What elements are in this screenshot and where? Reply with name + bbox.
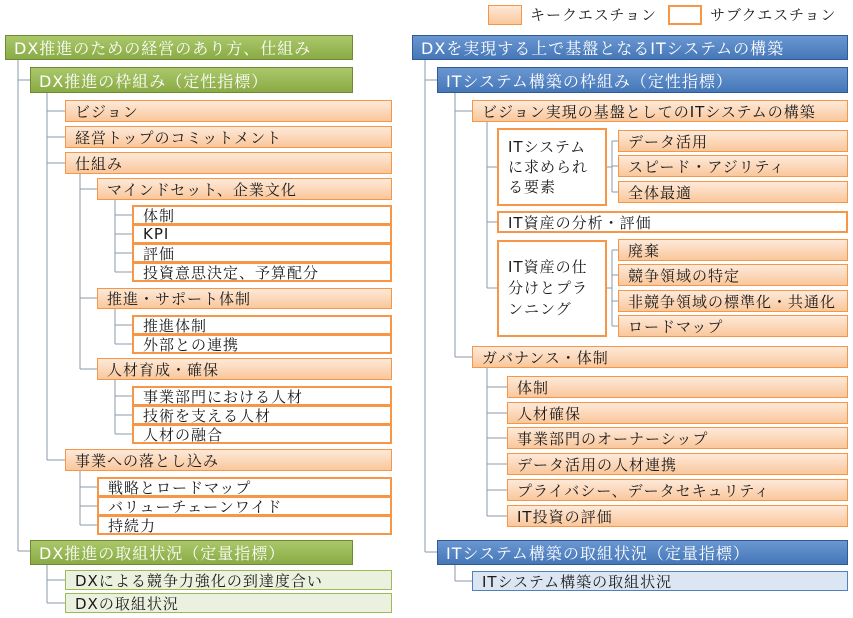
right-framework-title: ITシステム構築の枠組み（定性指標） [437,67,848,93]
node-governance-item: プライバシー、データセキュリティ [507,479,848,501]
node-governance: ガバナンス・体制 [472,346,848,368]
sub-node: 戦略とロードマップ [97,477,392,497]
left-root-title: DX推進のための経営のあり方、仕組み [5,35,353,60]
node-governance-item: データ活用の人材連携 [507,453,848,475]
sub-node: 事業部門における人材 [132,386,392,406]
legend-key-label: キークエスチョン [530,6,657,24]
node-vision: ビジョン [65,100,392,122]
status-node: ITシステム構築の取組状況 [472,571,848,591]
node-talent: 人材育成・確保 [97,358,392,380]
group-it-requirements [497,128,607,206]
node-mindset: マインドセット、企業文化 [97,178,392,200]
right-root-title: DXを実現する上で基盤となるITシステムの構築 [412,35,848,60]
node-asset-plan: 廃棄 [618,239,848,261]
sub-node: 外部との連携 [132,334,392,354]
legend-key-swatch [488,5,522,25]
node-support: 推進・サポート体制 [97,288,392,309]
node-it-foundation: ビジョン実現の基盤としてのITシステムの構築 [472,100,848,122]
sub-node: 持続力 [97,515,392,535]
sub-node: KPI [132,224,392,244]
group-it-asset-planning-label: IT資産の仕 分けとプラ ンニング [508,258,589,318]
legend-sub-swatch [668,5,702,25]
sub-node: 推進体制 [132,315,392,335]
left-framework-title: DX推進の枠組み（定性指標） [30,67,353,93]
status-node: DXの取組状況 [65,593,392,613]
group-it-requirements-label: ITシステム に求められ る要素 [508,138,589,196]
node-governance-item: 体制 [507,376,848,398]
group-it-asset-planning [497,240,607,337]
node-requirement: スピード・アジリティ [618,155,848,177]
node-governance-item: 事業部門のオーナーシップ [507,427,848,449]
node-implementation: 事業への落とし込み [65,449,392,471]
node-commitment: 経営トップのコミットメント [65,126,392,148]
sub-node: 人材の融合 [132,424,392,444]
legend-sub-label: サブクエスチョン [710,6,837,24]
right-status-title: ITシステム構築の取組状況（定量指標） [437,540,848,565]
left-status-title: DX推進の取組状況（定量指標） [30,540,353,565]
node-asset-plan: ロードマップ [618,315,848,337]
node-requirement: データ活用 [618,130,848,152]
sub-node: 体制 [132,205,392,225]
node-asset-plan: 競争領域の特定 [618,264,848,286]
node-governance-item: 人材確保 [507,402,848,424]
sub-node: 技術を支える人材 [132,405,392,425]
node-it-asset-analysis: IT資産の分析・評価 [497,211,848,233]
status-node: DXによる競争力強化の到達度合い [65,570,392,590]
node-governance-item: IT投資の評価 [507,505,848,527]
node-asset-plan: 非競争領域の標準化・共通化 [618,290,848,312]
sub-node: 投資意思決定、予算配分 [132,262,392,282]
node-structure: 仕組み [65,152,392,174]
sub-node: 評価 [132,243,392,263]
sub-node: バリューチェーンワイド [97,496,392,516]
node-requirement: 全体最適 [618,181,848,203]
